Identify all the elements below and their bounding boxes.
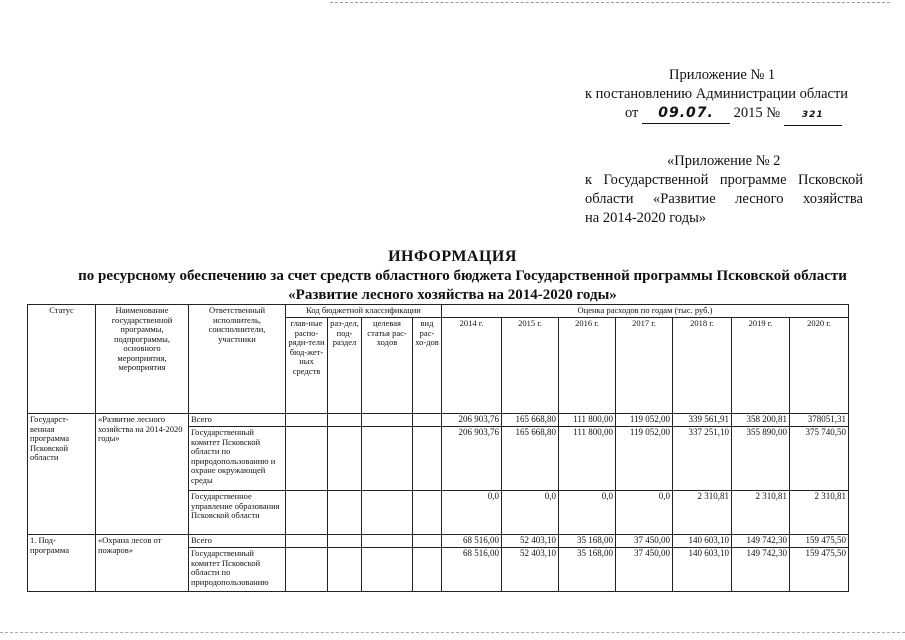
- table-row: [28, 414, 849, 427]
- value-cell: 140 603,10: [673, 548, 732, 592]
- executor-cell: Государственный комитет Псковской области по природопользованию и охране окружающей среды: [189, 427, 286, 491]
- document-subtitle: по ресурсному обеспечению за счет средств областного бюджета Государственной программы Псковской области: [78, 268, 847, 284]
- value-cell: 355 890,00: [732, 427, 790, 491]
- annex-1-date-line: от 09.07. 2015 № 321: [585, 104, 875, 126]
- status-cell: 1. Под-программа: [28, 535, 96, 592]
- annex-1-header: [585, 66, 875, 126]
- value-cell: 35 168,00: [559, 535, 616, 548]
- header-year-2017: 2017 г.: [616, 318, 673, 414]
- annex-1-resolution: к постановлению Администрации области: [585, 86, 849, 102]
- scan-edge-bottom: [0, 632, 905, 633]
- value-cell: 37 450,00: [616, 535, 673, 548]
- value-cell: 375 740,50: [790, 427, 849, 491]
- header-row-1: [28, 305, 849, 318]
- name-cell: «Охрана лесов от пожаров»: [96, 535, 189, 592]
- handwritten-date: 09.07.: [642, 104, 730, 124]
- executor-cell: Государственное управление образования Псковской области: [189, 491, 286, 535]
- scan-edge-top: [330, 2, 890, 3]
- document-title: ИНФОРМАЦИЯ: [388, 248, 517, 265]
- value-cell: 339 561,91: [673, 414, 732, 427]
- header-grbs: глав-ные распо-ряди-тели бюд-жет-ных средств: [286, 318, 328, 414]
- value-cell: 111 800,00: [559, 427, 616, 491]
- executor-cell: Всего: [189, 414, 286, 427]
- header-year-2018: 2018 г.: [673, 318, 732, 414]
- annex-1-title: Приложение № 1: [669, 67, 776, 83]
- value-cell: 206 903,76: [442, 427, 502, 491]
- resource-table: [27, 304, 849, 592]
- value-cell: 68 516,00: [442, 548, 502, 592]
- value-cell: 52 403,10: [502, 548, 559, 592]
- value-cell: 0,0: [616, 491, 673, 535]
- value-cell: 358 200,81: [732, 414, 790, 427]
- value-cell: 206 903,76: [442, 414, 502, 427]
- annex-2-line-4: на 2014-2020 годы»: [585, 210, 707, 226]
- header-vr: вид рас-хо-дов: [413, 318, 442, 414]
- header-estimate: Оценка расходов по годам (тыс. руб.): [442, 305, 849, 318]
- value-cell: 159 475,50: [790, 535, 849, 548]
- value-cell: 2 310,81: [673, 491, 732, 535]
- value-cell: 140 603,10: [673, 535, 732, 548]
- value-cell: 337 251,10: [673, 427, 732, 491]
- header-year-2016: 2016 г.: [559, 318, 616, 414]
- value-cell: 119 052,00: [616, 414, 673, 427]
- value-cell: 52 403,10: [502, 535, 559, 548]
- table-row: [28, 535, 849, 548]
- value-cell: 149 742,30: [732, 548, 790, 592]
- status-cell: Государст-венная программа Псковской области: [28, 414, 96, 535]
- header-csr: целевая статья рас-ходов: [362, 318, 413, 414]
- header-rzpr: раз-дел, под-раздел: [328, 318, 362, 414]
- value-cell: 2 310,81: [732, 491, 790, 535]
- annex-2-title: «Приложение № 2: [667, 153, 781, 169]
- executor-cell: Государственный комитет Псковской области по природопользованию: [189, 548, 286, 592]
- value-cell: 149 742,30: [732, 535, 790, 548]
- value-cell: 2 310,81: [790, 491, 849, 535]
- value-cell: 165 668,80: [502, 427, 559, 491]
- header-year-2015: 2015 г.: [502, 318, 559, 414]
- program-name-title: «Развитие лесного хозяйства на 2014-2020 годы»: [288, 287, 617, 303]
- name-cell: «Развитие лесного хозяйства на 2014-2020 годы»: [96, 414, 189, 535]
- handwritten-number: 321: [784, 106, 842, 126]
- header-budget-code: Код бюджетной классификации: [286, 305, 442, 318]
- annex-2-line-3: области «Развитие лесного хозяйства: [585, 191, 863, 207]
- value-cell: 111 800,00: [559, 414, 616, 427]
- executor-cell: Всего: [189, 535, 286, 548]
- header-year-2019: 2019 г.: [732, 318, 790, 414]
- value-cell: 119 052,00: [616, 427, 673, 491]
- annex-2-line-2: к Государственной программе Псковской: [585, 172, 863, 188]
- header-name: Наименование государственной программы, подпрограммы, основного мероприятия, мероприятия: [96, 305, 189, 414]
- header-status: Статус: [28, 305, 96, 414]
- value-cell: 0,0: [442, 491, 502, 535]
- value-cell: 35 168,00: [559, 548, 616, 592]
- value-cell: 378051,31: [790, 414, 849, 427]
- value-cell: 68 516,00: [442, 535, 502, 548]
- header-executor: Ответственный исполнитель, соисполнители, участники: [189, 305, 286, 414]
- annex-2-header: [585, 152, 863, 228]
- value-cell: 159 475,50: [790, 548, 849, 592]
- header-year-2014: 2014 г.: [442, 318, 502, 414]
- value-cell: 165 668,80: [502, 414, 559, 427]
- value-cell: 0,0: [559, 491, 616, 535]
- value-cell: 37 450,00: [616, 548, 673, 592]
- value-cell: 0,0: [502, 491, 559, 535]
- header-year-2020: 2020 г.: [790, 318, 849, 414]
